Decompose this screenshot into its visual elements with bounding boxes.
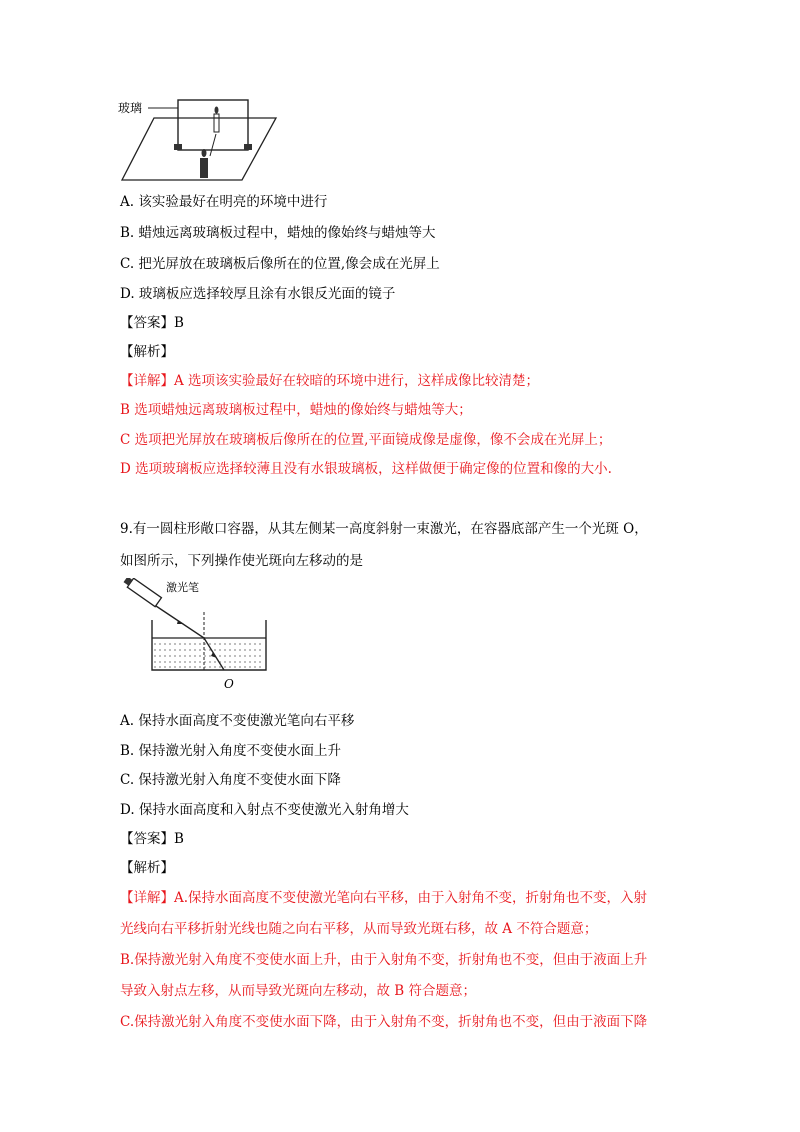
glass-label: 玻璃 (118, 101, 143, 115)
q9-detail-line-3: B.保持激光射入角度不变使水面上升，由于入射角不变，折射角也不变，但由于液面上升 (120, 952, 648, 968)
q9-option-b: B. 保持激光射入角度不变使水面上升 (120, 743, 342, 759)
q8-option-d: D. 玻璃板应选择较厚且涂有水银反光面的镜子 (120, 286, 396, 302)
q9-detail-line-1: 【详解】A.保持水面高度不变使激光笔向右平移，由于入射角不变，折射角也不变，入射 (120, 890, 648, 906)
q9-stem-line-2: 如图所示，下列操作使光斑向左移动的是 (120, 553, 363, 569)
q8-option-a: A. 该实验最好在明亮的环境中进行 (120, 194, 328, 210)
q9-option-c: C. 保持激光射入角度不变使水面下降 (120, 772, 341, 788)
q8-detail-line-3: C 选项把光屏放在玻璃板后像所在的位置,平面镜成像是虚像，像不会成在光屏上； (120, 432, 612, 448)
q8-detail-line-4: D 选项玻璃板应选择较薄且没有水银玻璃板，这样做便于确定像的位置和像的大小. (120, 461, 612, 477)
q9-detail-line-2: 光线向右平移折射光线也随之向右平移，从而导致光斑右移，故 A 不符合题意； (120, 921, 598, 937)
laser-pen-label: 激光笔 (166, 581, 199, 594)
q9-detail-line-5: C.保持激光射入角度不变使水面下降，由于入射角不变，折射角也不变，但由于液面下降 (120, 1014, 648, 1030)
plane-mirror-figure (118, 94, 278, 186)
q8-answer: 【答案】B (120, 315, 184, 331)
q8-detail-line-1: 【详解】A 选项该实验最好在较暗的环境中进行，这样成像比较清楚； (120, 373, 540, 389)
q9-option-d: D. 保持水面高度和入射点不变使激光入射角增大 (120, 802, 409, 818)
q9-analysis-title: 【解析】 (120, 860, 174, 876)
q8-detail-line-2: B 选项蜡烛远离玻璃板过程中，蜡烛的像始终与蜡烛等大； (120, 402, 472, 418)
q9-stem-line-1: 9.有一圆柱形敞口容器，从其左侧某一高度斜射一束激光，在容器底部产生一个光斑 O， (120, 521, 648, 537)
q8-analysis-title: 【解析】 (120, 344, 174, 360)
spot-o-label: O (224, 677, 234, 690)
q8-option-b: B. 蜡烛远离玻璃板过程中，蜡烛的像始终与蜡烛等大 (120, 225, 436, 241)
q8-option-c: C. 把光屏放在玻璃板后像所在的位置,像会成在光屏上 (120, 256, 440, 272)
q9-answer: 【答案】B (120, 831, 184, 847)
laser-container-figure (120, 578, 290, 690)
q9-option-a: A. 保持水面高度不变使激光笔向右平移 (120, 713, 355, 729)
q9-detail-line-4: 导致入射点左移，从而导致光斑向左移动，故 B 符合题意； (120, 983, 477, 999)
